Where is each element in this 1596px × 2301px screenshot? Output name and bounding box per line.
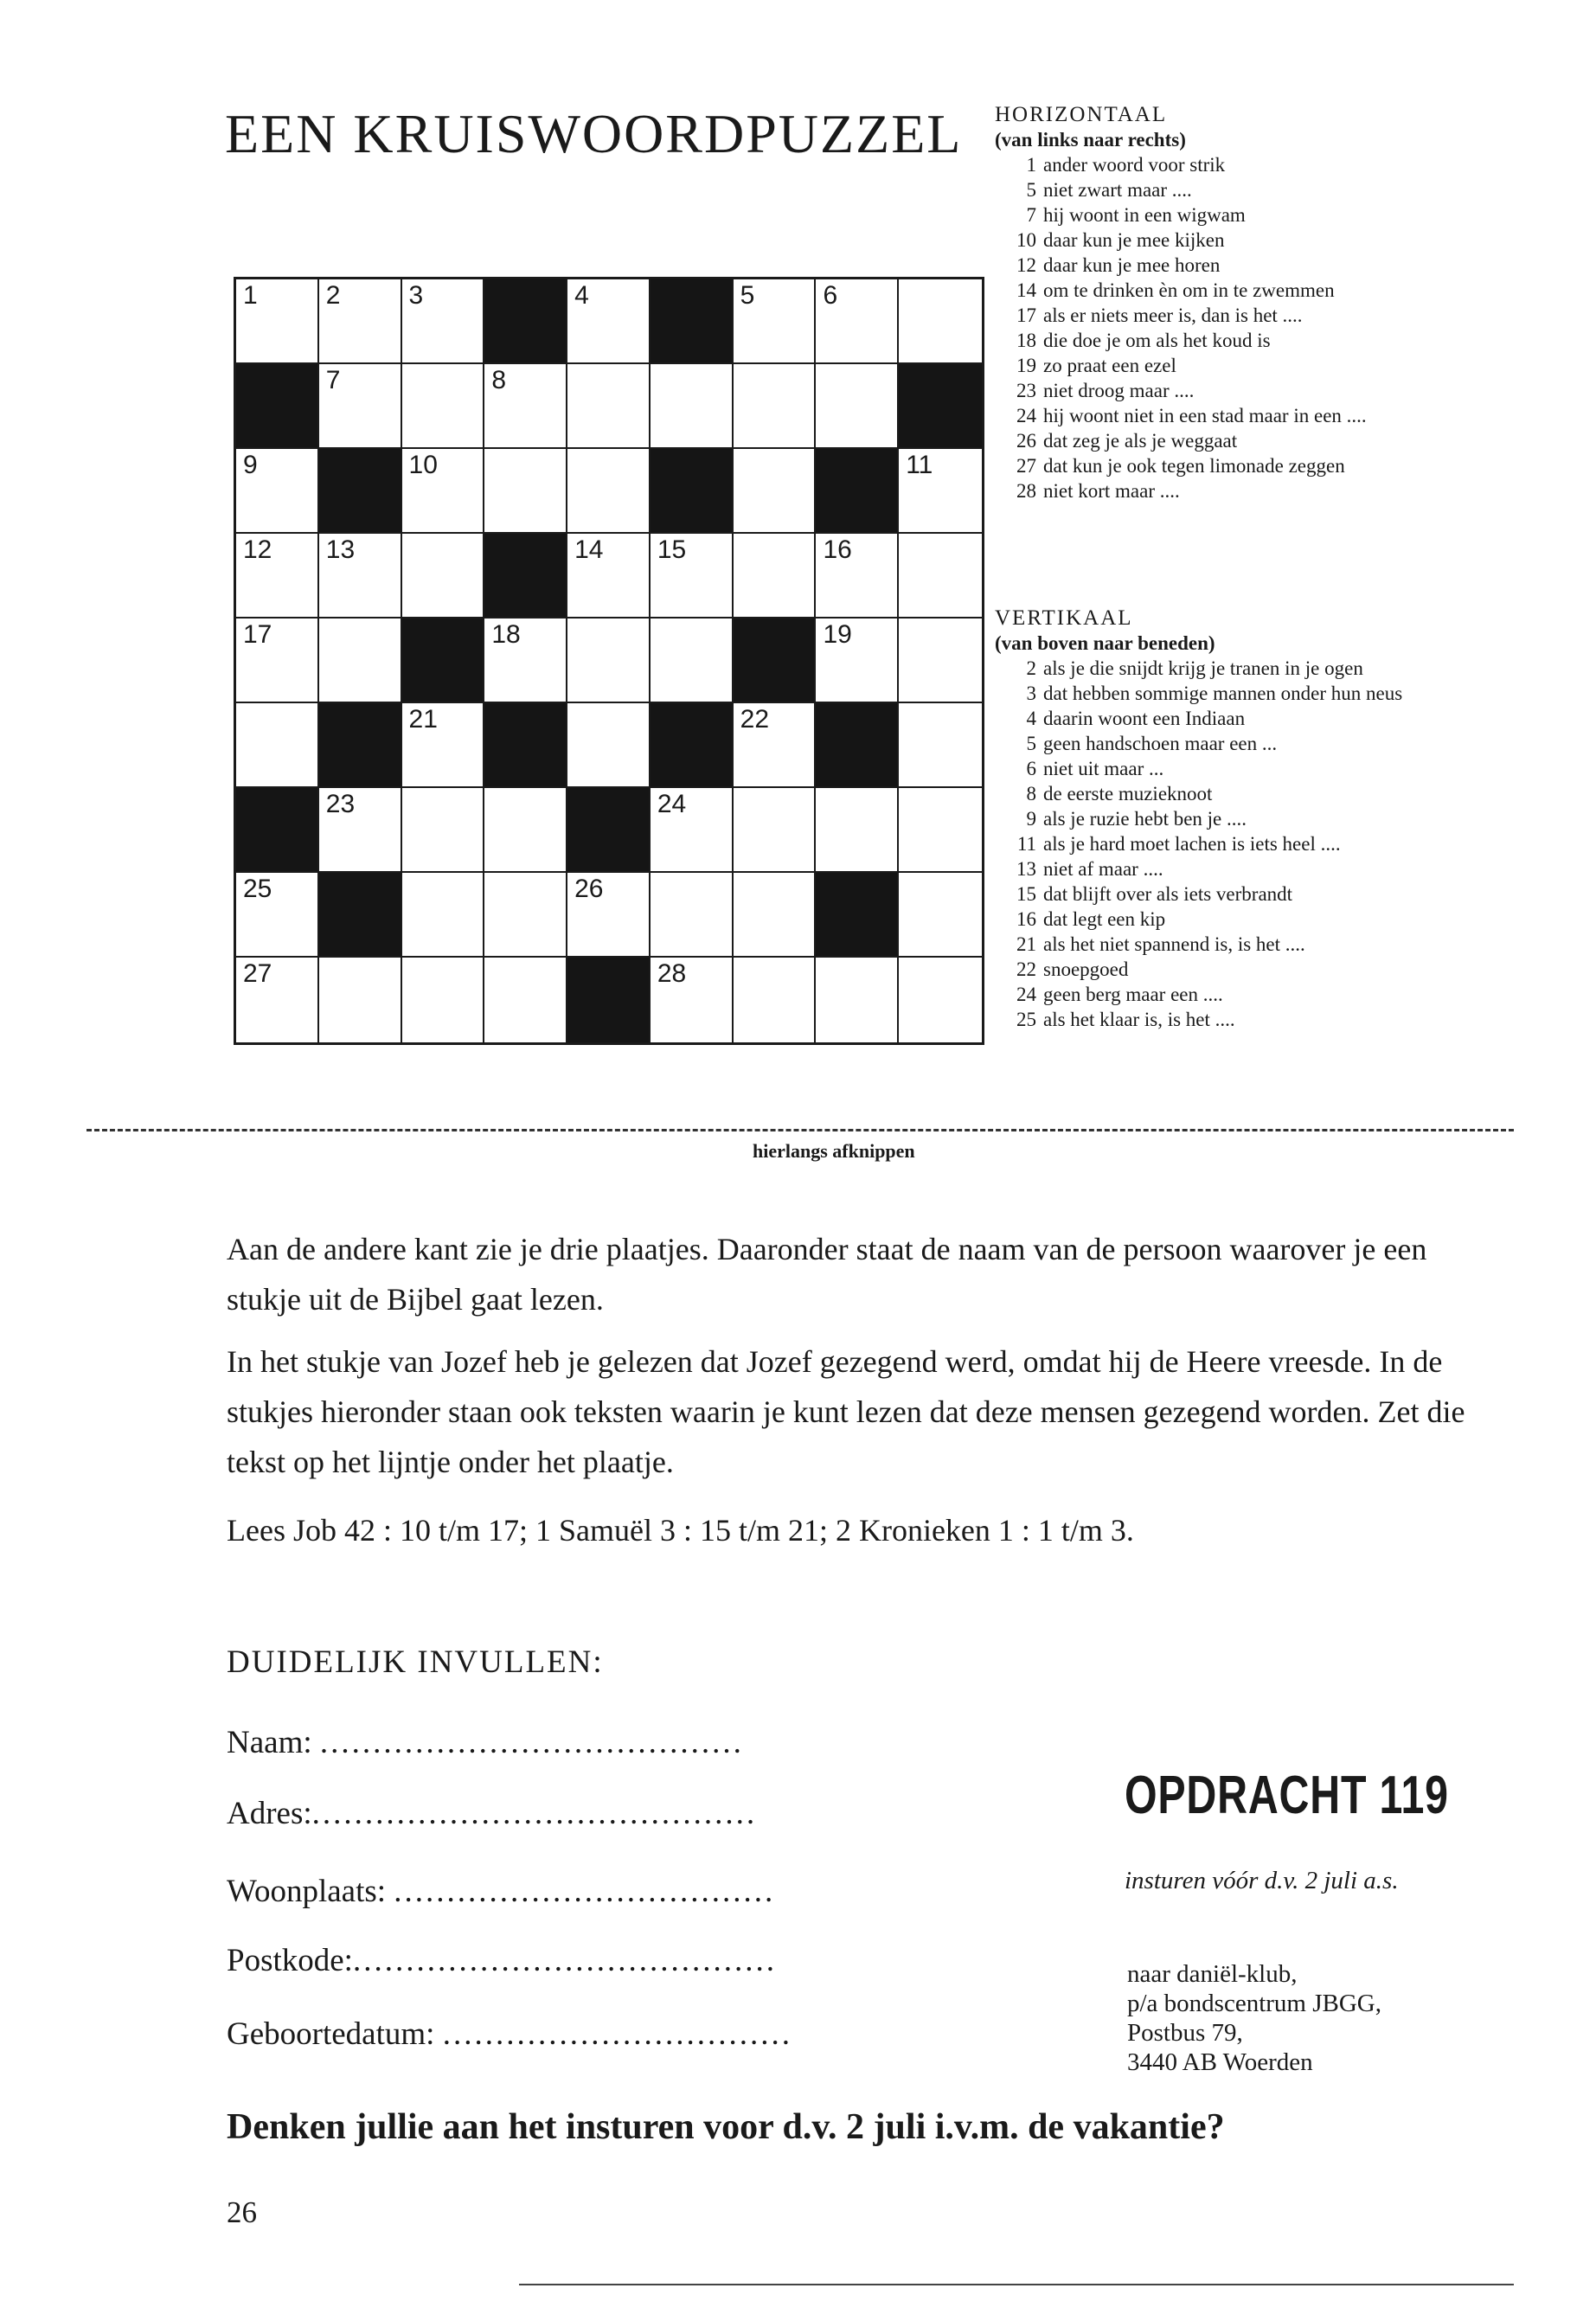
clue	[995, 681, 1497, 706]
birthdate-line[interactable]: .................................	[442, 2016, 792, 2052]
crossword-cell[interactable]	[899, 873, 982, 958]
clue-number: 18	[1016, 330, 1036, 351]
clue	[995, 781, 1497, 806]
crossword-cell[interactable]	[816, 279, 899, 364]
clue-number: 16	[1016, 908, 1036, 930]
crossword-cell[interactable]	[567, 534, 651, 619]
clue-text: zo praat een ezel	[1043, 355, 1176, 376]
clue	[995, 253, 1497, 278]
crossword-cell[interactable]	[567, 619, 651, 703]
crossword-cell[interactable]	[402, 449, 485, 534]
clue-text: hij woont niet in een stad maar in een ....	[1043, 405, 1367, 426]
clue-number: 8	[1026, 783, 1036, 804]
clue-number: 25	[1016, 1009, 1036, 1030]
clue-number: 5	[1026, 733, 1036, 754]
clue-number: 6	[1026, 758, 1036, 779]
clue-number: 19	[1016, 355, 1036, 376]
clue	[995, 478, 1497, 503]
crossword-cell[interactable]	[402, 279, 485, 364]
address-line[interactable]: ..........................................	[311, 1796, 758, 1831]
clue-text: als je die snijdt krijg je tranen in je ogen	[1043, 657, 1363, 679]
clue	[995, 378, 1497, 403]
postcode-line[interactable]: ........................................	[352, 1943, 777, 1978]
crossword-block	[567, 958, 651, 1042]
crossword-cell[interactable]	[402, 958, 485, 1042]
assignment-deadline: insturen vóór d.v. 2 juli a.s.	[1125, 1867, 1399, 1894]
cell-number: 27	[243, 959, 272, 988]
clue	[995, 403, 1497, 428]
clue-number: 7	[1026, 204, 1036, 226]
crossword-grid	[234, 277, 984, 1045]
crossword-block	[236, 364, 319, 449]
clue-text: geen berg maar een ....	[1043, 984, 1223, 1005]
clue-number: 3	[1026, 683, 1036, 704]
crossword-block	[402, 619, 485, 703]
clue-number: 12	[1016, 254, 1036, 276]
postcode-label: Postkode:	[227, 1943, 353, 1978]
clue-number: 13	[1016, 858, 1036, 880]
crossword-cell[interactable]	[899, 449, 982, 534]
address-field[interactable]	[227, 1795, 757, 1832]
clue-number: 26	[1016, 430, 1036, 452]
crossword-cell[interactable]	[236, 958, 319, 1042]
crossword-cell[interactable]	[899, 619, 982, 703]
crossword-cell[interactable]	[734, 873, 817, 958]
cell-number: 23	[325, 790, 356, 818]
clue	[995, 1007, 1497, 1032]
cell-number: 13	[325, 535, 356, 564]
cell-number: 2	[325, 281, 341, 310]
cell-number: 8	[491, 366, 507, 394]
horizontal-heading: HORIZONTAAL	[995, 103, 1168, 126]
clue	[995, 152, 1497, 177]
clue-text: snoepgoed	[1043, 958, 1129, 980]
crossword-cell[interactable]	[734, 958, 817, 1042]
clue	[995, 353, 1497, 378]
clue-number: 23	[1016, 380, 1036, 401]
cell-number: 19	[823, 620, 852, 649]
crossword-cell[interactable]	[319, 958, 402, 1042]
crossword-cell[interactable]	[402, 364, 485, 449]
horizontal-subheading: (van links naar rechts)	[995, 129, 1186, 151]
clue-number: 21	[1016, 933, 1036, 955]
crossword-block	[319, 449, 402, 534]
clue-text: niet kort maar ....	[1043, 480, 1180, 502]
cell-number: 6	[823, 281, 838, 310]
cell-number: 28	[657, 959, 687, 988]
crossword-cell[interactable]	[402, 788, 485, 873]
crossword-cell[interactable]	[484, 873, 567, 958]
crossword-block	[651, 703, 734, 788]
cell-number: 22	[740, 705, 770, 734]
clue-text: als er niets meer is, dan is het ....	[1043, 304, 1303, 326]
crossword-block	[236, 788, 319, 873]
clue	[995, 453, 1497, 478]
cell-number: 9	[243, 451, 258, 479]
crossword-cell[interactable]	[236, 873, 319, 958]
clue-number: 10	[1016, 229, 1036, 251]
clue-text: als je hard moet lachen is iets heel ....	[1043, 833, 1341, 855]
crossword-cell[interactable]	[567, 703, 651, 788]
clue-text: dat zeg je als je weggaat	[1043, 430, 1238, 452]
crossword-cell[interactable]	[899, 788, 982, 873]
crossword-cell[interactable]	[319, 534, 402, 619]
address-line-4: 3440 AB Woerden	[1127, 2048, 1313, 2076]
city-line[interactable]: ....................................	[394, 1874, 776, 1909]
clue-number: 14	[1016, 279, 1036, 301]
city-label: Woonplaats:	[227, 1874, 387, 1909]
clue	[995, 957, 1497, 982]
crossword-block	[484, 534, 567, 619]
clue-text: ander woord voor strik	[1043, 154, 1226, 176]
crossword-block	[816, 703, 899, 788]
crossword-cell[interactable]	[651, 619, 734, 703]
crossword-cell[interactable]	[567, 279, 651, 364]
crossword-cell[interactable]	[651, 534, 734, 619]
crossword-cell[interactable]	[319, 619, 402, 703]
reminder-text: Denken jullie aan het insturen voor d.v. 2 juli i.v.m. de vakantie?	[227, 2107, 1225, 2147]
clue	[995, 303, 1497, 328]
cut-label: hierlangs afknippen	[753, 1140, 915, 1162]
vertical-subheading: (van boven naar beneden)	[995, 632, 1215, 654]
form-heading: DUIDELIJK INVULLEN:	[227, 1644, 604, 1680]
crossword-cell[interactable]	[236, 279, 319, 364]
name-field[interactable]	[227, 1724, 744, 1761]
clue	[995, 756, 1497, 781]
crossword-cell[interactable]	[567, 364, 651, 449]
clue	[995, 228, 1497, 253]
clue-text: dat legt een kip	[1043, 908, 1166, 930]
intro-paragraph: Aan de andere kant zie je drie plaatjes. Daaronder staat de naam van de persoon waarover je een stukje uit de Bijbel gaat lezen.	[227, 1232, 1427, 1317]
cell-number: 21	[408, 705, 438, 734]
horizontal-clue-list	[995, 152, 1497, 503]
crossword-block	[319, 703, 402, 788]
cell-number: 15	[657, 535, 687, 564]
clue-number: 27	[1016, 455, 1036, 477]
mailing-address	[1127, 1959, 1381, 2077]
crossword-cell[interactable]	[651, 958, 734, 1042]
crossword-cell[interactable]	[484, 364, 567, 449]
cell-number: 16	[823, 535, 852, 564]
clue-number: 24	[1016, 984, 1036, 1005]
clue	[995, 982, 1497, 1007]
clue	[995, 856, 1497, 881]
name-label: Naam:	[227, 1725, 312, 1760]
crossword-block	[816, 449, 899, 534]
crossword-cell[interactable]	[484, 958, 567, 1042]
clue-text: om te drinken èn om in te zwemmen	[1043, 279, 1335, 301]
postcode-field[interactable]	[227, 1942, 777, 1979]
clue-text: niet droog maar ....	[1043, 380, 1195, 401]
cell-number: 24	[657, 790, 687, 818]
page-number: 26	[227, 2195, 257, 2229]
vertical-clues	[995, 606, 1497, 1032]
clue-number: 15	[1016, 883, 1036, 905]
cell-number: 25	[243, 875, 272, 903]
cut-line	[87, 1129, 1514, 1131]
crossword-block	[484, 703, 567, 788]
birthdate-label: Geboortedatum:	[227, 2016, 435, 2052]
clue-number: 17	[1016, 304, 1036, 326]
crossword-cell[interactable]	[816, 364, 899, 449]
vertical-heading: VERTIKAAL	[995, 606, 1133, 630]
clue-number: 4	[1026, 708, 1036, 729]
address-line-2: p/a bondscentrum JBGG,	[1127, 1990, 1381, 2017]
name-line[interactable]: ........................................	[319, 1725, 744, 1760]
cell-number: 17	[243, 620, 272, 649]
crossword-cell[interactable]	[734, 364, 817, 449]
instruction-paragraph: In het stukje van Jozef heb je gelezen dat Jozef gezegend werd, omdat hij de Heere vreesde. In de stukjes hieronder staan ook teksten waarin je kunt lezen dat deze mensen gezegend worden. Zet die tekst op het lijntje onder het plaatje.	[227, 1344, 1465, 1479]
crossword-block	[484, 279, 567, 364]
crossword-cell[interactable]	[899, 279, 982, 364]
cell-number: 26	[574, 875, 604, 903]
crossword-cell[interactable]	[734, 279, 817, 364]
crossword-cell[interactable]	[734, 788, 817, 873]
clue-text: niet zwart maar ....	[1043, 179, 1192, 201]
clue	[995, 831, 1497, 856]
crossword-cell[interactable]	[816, 788, 899, 873]
clue-text: dat kun je ook tegen limonade zeggen	[1043, 455, 1345, 477]
crossword-cell[interactable]	[816, 958, 899, 1042]
crossword-cell[interactable]	[236, 619, 319, 703]
clue-number: 24	[1016, 405, 1036, 426]
crossword-cell[interactable]	[402, 534, 485, 619]
clue-text: niet uit maar ...	[1043, 758, 1164, 779]
crossword-cell[interactable]	[236, 534, 319, 619]
cell-number: 12	[243, 535, 272, 564]
crossword-block	[319, 873, 402, 958]
crossword-cell[interactable]	[734, 534, 817, 619]
clue-text: de eerste muzieknoot	[1043, 783, 1213, 804]
cell-number: 1	[243, 281, 258, 310]
crossword-block	[651, 449, 734, 534]
crossword-cell[interactable]	[319, 788, 402, 873]
clue-text: als je ruzie hebt ben je ....	[1043, 808, 1247, 830]
crossword-cell[interactable]	[319, 364, 402, 449]
cell-number: 7	[325, 366, 341, 394]
clue-text: daarin woont een Indiaan	[1043, 708, 1246, 729]
crossword-cell[interactable]	[816, 534, 899, 619]
clue-number: 1	[1026, 154, 1036, 176]
vertical-clue-list	[995, 656, 1497, 1032]
clue-text: als het klaar is, is het ....	[1043, 1009, 1235, 1030]
clue	[995, 907, 1497, 932]
horizontal-clues	[995, 102, 1497, 503]
cell-number: 3	[408, 281, 424, 310]
clue	[995, 428, 1497, 453]
crossword-block	[899, 364, 982, 449]
crossword-cell[interactable]	[402, 873, 485, 958]
clue-text: daar kun je mee kijken	[1043, 229, 1225, 251]
address-label: Adres:	[227, 1796, 312, 1831]
reading-references: Lees Job 42 : 10 t/m 17; 1 Samuël 3 : 15 t/m 21; 2 Kronieken 1 : 1 t/m 3.	[227, 1513, 1134, 1548]
clue-number: 2	[1026, 657, 1036, 679]
crossword-block	[734, 619, 817, 703]
cell-number: 4	[574, 281, 589, 310]
cell-number: 14	[574, 535, 604, 564]
cell-number: 10	[408, 451, 438, 479]
clue-text: dat blijft over als iets verbrandt	[1043, 883, 1293, 905]
clue	[995, 932, 1497, 957]
cell-number: 18	[491, 620, 521, 649]
crossword-cell[interactable]	[236, 449, 319, 534]
page-title: EEN KRUISWOORDPUZZEL	[225, 103, 963, 164]
cell-number: 5	[740, 281, 755, 310]
clue-number: 11	[1016, 833, 1036, 855]
crossword-cell[interactable]	[567, 449, 651, 534]
crossword-cell[interactable]	[319, 279, 402, 364]
crossword-cell[interactable]	[484, 449, 567, 534]
cell-number: 11	[906, 451, 933, 479]
crossword-cell[interactable]	[899, 534, 982, 619]
clue	[995, 328, 1497, 353]
clue	[995, 881, 1497, 907]
clue-text: daar kun je mee horen	[1043, 254, 1221, 276]
crossword-cell[interactable]	[899, 703, 982, 788]
address-line-3: Postbus 79,	[1127, 2019, 1243, 2047]
crossword-block	[567, 788, 651, 873]
assignment-title: OPDRACHT 119	[1125, 1766, 1449, 1825]
clue-number: 5	[1026, 179, 1036, 201]
clue-text: niet af maar ....	[1043, 858, 1163, 880]
crossword-cell[interactable]	[651, 364, 734, 449]
clue-text: als het niet spannend is, is het ....	[1043, 933, 1305, 955]
clue-number: 9	[1026, 808, 1036, 830]
crossword-cell[interactable]	[484, 619, 567, 703]
crossword-cell[interactable]	[402, 703, 485, 788]
crossword-cell[interactable]	[651, 788, 734, 873]
clue-number: 28	[1016, 480, 1036, 502]
clue	[995, 706, 1497, 731]
crossword-cell[interactable]	[816, 619, 899, 703]
clue-text: dat hebben sommige mannen onder hun neus	[1043, 683, 1403, 704]
clue-number: 22	[1016, 958, 1036, 980]
birthdate-field[interactable]	[227, 2016, 792, 2053]
crossword-cell[interactable]	[236, 703, 319, 788]
clue-text: die doe je om als het koud is	[1043, 330, 1271, 351]
clue	[995, 202, 1497, 228]
crossword-cell[interactable]	[567, 873, 651, 958]
clue	[995, 656, 1497, 681]
crossword-block	[651, 279, 734, 364]
crossword-cell[interactable]	[734, 449, 817, 534]
city-field[interactable]	[227, 1873, 775, 1910]
crossword-cell[interactable]	[899, 958, 982, 1042]
crossword-cell[interactable]	[651, 873, 734, 958]
crossword-block	[816, 873, 899, 958]
clue	[995, 177, 1497, 202]
bottom-rule	[519, 2284, 1514, 2285]
crossword-cell[interactable]	[484, 788, 567, 873]
clue	[995, 806, 1497, 831]
clue	[995, 278, 1497, 303]
clue-text: geen handschoen maar een ...	[1043, 733, 1278, 754]
address-line-1: naar daniël-klub,	[1127, 1960, 1298, 1988]
clue	[995, 731, 1497, 756]
crossword-cell[interactable]	[734, 703, 817, 788]
clue-text: hij woont in een wigwam	[1043, 204, 1246, 226]
